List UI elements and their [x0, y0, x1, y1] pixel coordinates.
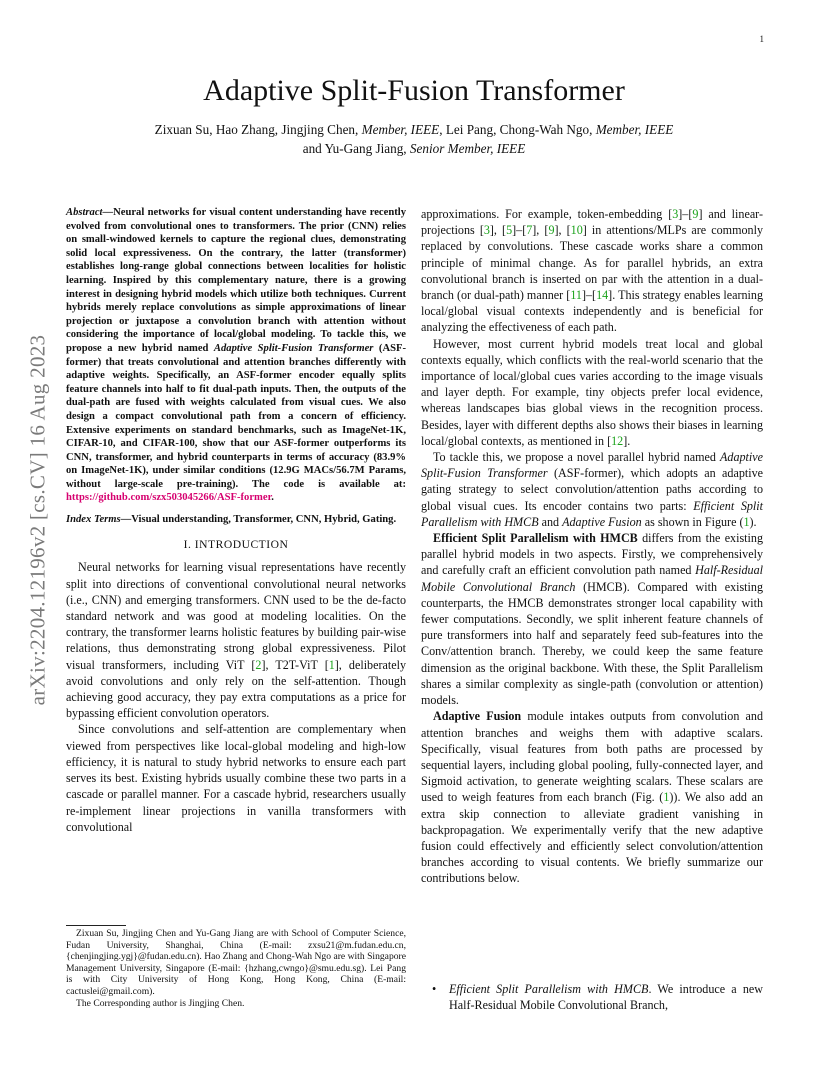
body-text: ]–[: [512, 223, 527, 238]
body-text: ).: [749, 514, 757, 529]
intro-paragraph-5: [421, 449, 763, 530]
contribution-title: Efficient Split Parallelism with HMCB: [449, 982, 649, 996]
citation-link[interactable]: 3: [672, 207, 679, 221]
abstract-text: .: [271, 492, 274, 504]
citation-link[interactable]: 9: [692, 207, 699, 221]
index-terms-label: Index Terms: [66, 514, 121, 526]
body-text: However, most current hybrid models treat local and global contexts equally, which conflicts with the real-world scenario that the importance of local/global cues varies according to the image visuals and layer depth. For example, tiny objects prefer local evidence, whereas landscapes bias global views in the recognition process. Besides, layer with different depths also shows their biases in learning local/global contexts, as mentioned in [: [421, 336, 763, 448]
component-name: Adaptive Fusion: [562, 514, 642, 529]
body-text: ]–[: [678, 207, 693, 221]
body-text: ], deliberately avoid convolutions and only rely on the self-attention. Though achieving good accuracy, they pay extra computations as a price for bypassing efficient convolution operators.: [66, 657, 406, 721]
abstract: [66, 206, 406, 505]
intro-paragraph-2: Since convolutions and self-attention are complementary when viewed from perspectives like local-global modeling and high-low efficiency, it is natural to study hybrid networks to ensure each part serves its best. Existing hybrids usually combine these two parts in a cascade or parallel manner. For a cascade hybrid, researchers usually re-implement linear projections in vanilla transformers with convolutional: [66, 722, 406, 834]
citation-link[interactable]: 1: [328, 657, 335, 672]
body-text: Neural networks for learning visual representations have recently split into directions of conventional convolutional neural networks (i.e., CNN) and emerging transformers. CNN used to be the de-facto standard network and was good at modeling localities. On the contrary, the transformer learns holistic features by building pair-wise relations, thus demonstrating strong global expressiveness. Pilot visual transformers, including ViT [: [66, 560, 406, 672]
body-text: . We introduce a new Half-Residual Mobile Convolutional Branch,: [449, 982, 763, 1013]
contribution-bullet-item: [432, 981, 763, 1013]
right-column: [421, 206, 763, 887]
paper-title: Adaptive Split-Fusion Transformer: [203, 74, 625, 107]
body-text: ] and linear-projections [: [421, 207, 763, 238]
footnote-rule: [66, 925, 126, 926]
body-text: (HMCB). Compared with existing counterparts, the HMCB demonstrates stronger local capability with fewer computations. Secondly, we split inherent feature channels of pure transformers into half and separately feed sub-features into the Conv/attention branch. Thereby, we could keep the same feature dimension as the original backbone. With these, the Split Parallelism shares a similar complexity as single-path (convolution or attention) models.: [421, 579, 764, 708]
section-heading-introduction: I. INTRODUCTION: [183, 538, 289, 552]
citation-link[interactable]: 14: [596, 288, 609, 303]
body-text: ]. This strategy enables learning local/global visual contexts independently and is beneficial for analyzing the effectiveness of each path.: [421, 288, 763, 335]
bullet-icon: •: [432, 982, 437, 996]
body-text: ], [: [554, 223, 571, 238]
contribution-text: [432, 981, 763, 1013]
footnote: [66, 928, 406, 1009]
figure-reference-link[interactable]: 1: [743, 514, 750, 529]
citation-link[interactable]: 7: [526, 223, 533, 238]
body-text: ] in attentions/MLPs are commonly replaced by convolutions. These cascade works share a common principle of minimal change. As for parallel hybrids, an extra convolutional branch is inserted on par with the attention in a dual-branch (or dual-path) manner [: [421, 223, 763, 303]
intro-paragraph-1: [66, 559, 406, 721]
component-heading: Adaptive Fusion: [433, 709, 522, 724]
abstract-text: —Neural networks for visual content understanding have recently evolved from convolutional ones to transformers. The prior (CNN) relies on small-windowed kernels to capture the regional clues, demonstrating solid local expressiveness. On the contrary, the latter (transformer) establishes long-range global connections between localities for holistic learning. Inspired by this complementary nature, there is a growing interest in designing hybrid models which utilize both techniques. Current hybrids merely replace convolutions as simple approximations of linear projection or juxtapose a convolution branch with attention without considering the importance of local/global modeling. To tackle this, we propose a new hybrid named: [66, 207, 406, 354]
author-membership: Member, IEEE: [595, 122, 674, 137]
citation-link[interactable]: 10: [570, 223, 583, 238]
footnote-corresponding: The Corresponding author is Jingjing Chen.: [76, 997, 245, 1009]
citation-link[interactable]: 11: [570, 288, 582, 303]
model-name: Adaptive Split-Fusion Transformer: [213, 342, 374, 354]
citation-link[interactable]: 2: [255, 657, 262, 672]
authors-text: Zixuan Su, Hao Zhang, Jingjing Chen,: [154, 122, 362, 137]
author-membership: Member, IEEE: [361, 122, 440, 137]
citation-link[interactable]: 3: [483, 223, 490, 238]
body-text: approximations. For example, token-embedding [: [421, 207, 673, 221]
body-text: ], [: [489, 223, 507, 238]
abstract-label: Abstract: [66, 207, 103, 218]
author-membership: Senior Member, IEEE: [409, 141, 526, 156]
authors-text: , Lei Pang, Chong-Wah Ngo,: [439, 122, 596, 137]
model-name: Adaptive Split-Fusion Transformer: [421, 450, 763, 481]
body-text: module intakes outputs from convolution and attention branches and weighs them with adaptive scalars. Specifically, visual features from both paths are processed by sequential layers, including global pooling, fully-connected layer, and Sigmoid activation, to generate weighting scalars. These scalars are used to weigh features from each branch (Fig. (: [421, 709, 763, 805]
arxiv-identifier-stamp: arXiv:2204.12196v2 [cs.CV] 16 Aug 2023: [25, 334, 50, 706]
intro-paragraph-4: [421, 336, 763, 449]
component-name: Half-Residual Mobile Convolutional Branch: [421, 563, 763, 594]
author-list: [80, 120, 748, 158]
body-text: differs from the existing parallel hybrid models in two aspects. Firstly, we comprehensively and carefully craft an efficient convolution path named: [421, 531, 763, 578]
abstract-text: (ASF-former) that treats convolutional and attention branches differently with adaptive weights. Specifically, an ASF-former encoder equally splits feature channels into half to fit dual-path inputs. Then, the outputs of the dual-path are fused with weights calculated from visual cues. We also design a compact convolutional path from a concern of efficiency. Extensive experiments on standard benchmarks, such as ImageNet-1K, CIFAR-10, and CIFAR-100, show that our ASF-former outperforms its CNN, transformer, and hybrid counterparts in terms of accuracy (83.9% on ImageNet-1K), under similar conditions (12.9G MACs/56.7M Params, without large-scale pre-training). The code is available at:: [66, 342, 406, 490]
body-text: and: [538, 514, 563, 529]
component-name: Efficient Split Parallelism with HMCB: [421, 498, 763, 529]
citation-link[interactable]: 12: [611, 433, 624, 448]
body-text: ].: [623, 433, 631, 448]
page-number: 1: [759, 34, 764, 44]
citation-link[interactable]: 5: [506, 223, 513, 238]
body-text: ], [: [532, 223, 549, 238]
left-column: [66, 206, 406, 835]
index-terms-text: —Visual understanding, Transformer, CNN, Hybrid, Gating.: [120, 514, 397, 526]
body-text: (ASF-former), which adopts an adaptive gating strategy to select convolution/attention paths according to global visual cues. Its encoder contains two parts:: [421, 466, 763, 513]
authors-text: and Yu-Gang Jiang,: [302, 141, 410, 156]
intro-paragraph-6: [421, 530, 763, 708]
intro-paragraph-3: [421, 206, 763, 336]
code-link[interactable]: https://github.com/szx503045266/ASF-former: [66, 492, 272, 504]
footnote-affiliations: Zixuan Su, Jingjing Chen and Yu-Gang Jiang are with School of Computer Science, Fudan University, Shanghai, China (E-mail: zxsu21@m.fudan.edu.cn, {chenjingjing.ygj}@fudan.edu.cn). Hao Zhang and Chong-Wah Ngo are with Singapore Management University, Singapore (E-mail: {hzhang,cwngo}@smu.edu.sg). Lei Pang is with City University of Hong Kong, Hong Kong, China (E-mail: cactuslei@gmail.com).: [66, 928, 406, 997]
body-text: )). We also add an extra skip connection to alleviate gradient vanishing in backpropagation. We experimentally verify that the new adaptive fusion could effectively and efficiently select convolution/attention branches according to visual contents. We briefly summarize our contributions below.: [421, 790, 763, 886]
body-text: as shown in Figure (: [641, 514, 744, 529]
body-text: To tackle this, we propose a novel parallel hybrid named: [433, 450, 721, 465]
component-heading: Efficient Split Parallelism with HMCB: [433, 531, 638, 546]
body-text: ], T2T-ViT [: [261, 657, 329, 672]
figure-reference-link[interactable]: 1: [663, 790, 670, 805]
index-terms: [66, 513, 406, 527]
citation-link[interactable]: 9: [548, 223, 555, 238]
intro-paragraph-7: [421, 708, 763, 886]
body-text: ]–[: [581, 288, 597, 303]
